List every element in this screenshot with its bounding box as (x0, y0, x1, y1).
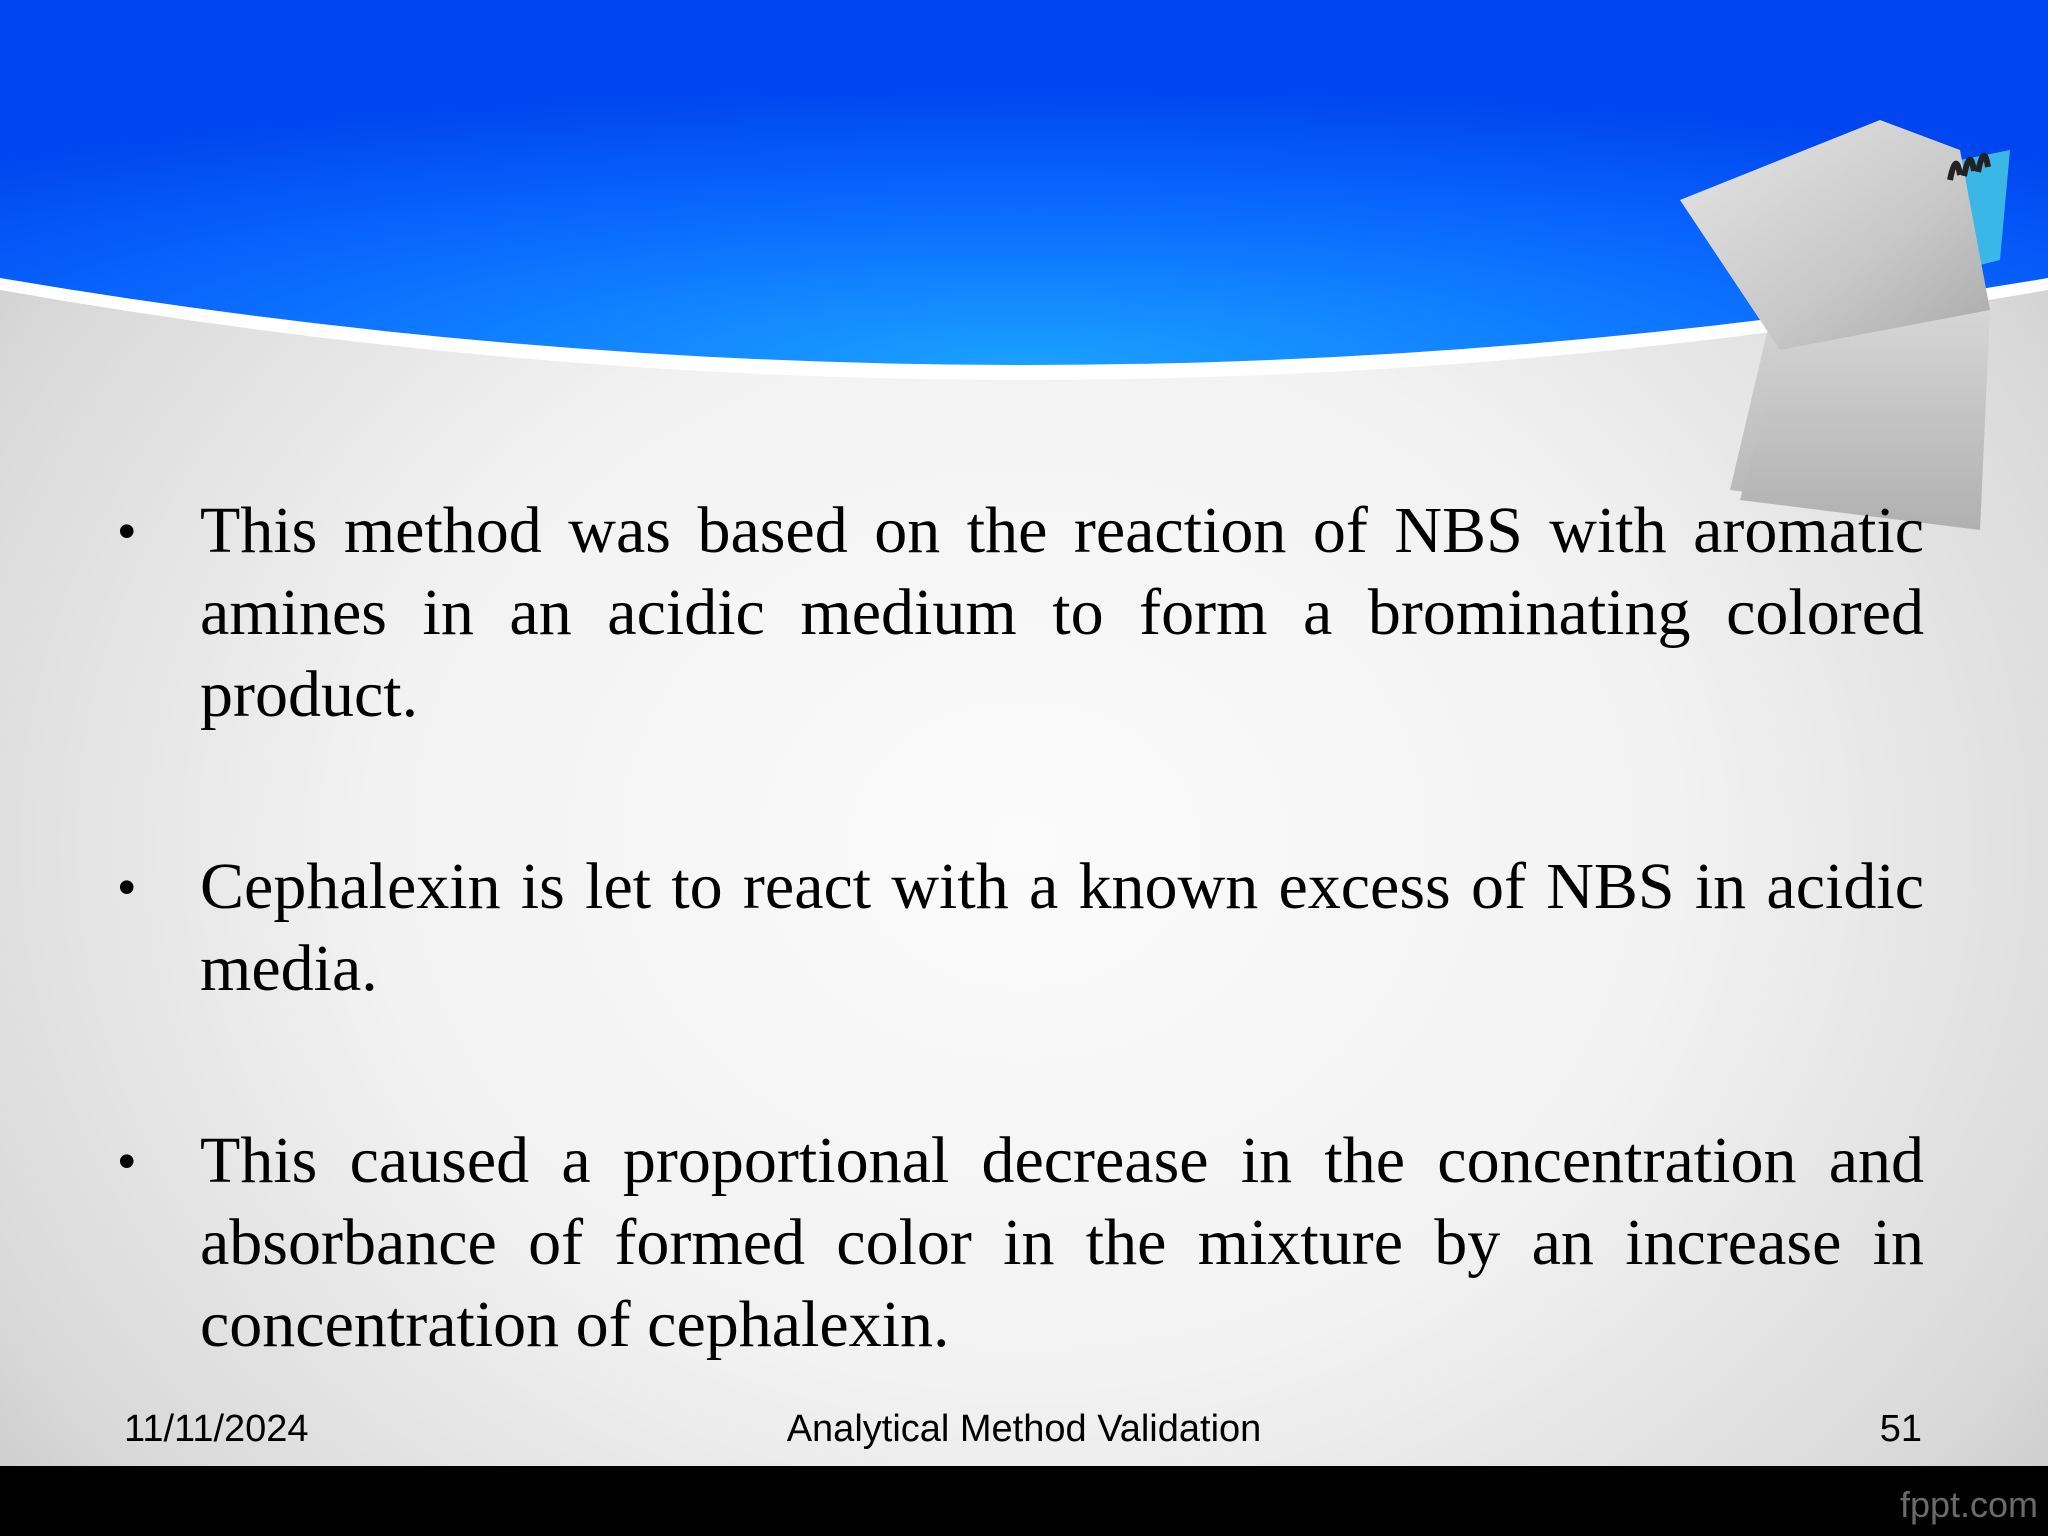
bullet-dot: • (118, 503, 136, 559)
bullet-dot: • (118, 1133, 136, 1189)
page-number: 51 (1879, 1408, 1922, 1450)
slide-footer (0, 1408, 2048, 1468)
notepad-icon (1660, 110, 2048, 550)
footer-title: Analytical Method Validation (786, 1408, 1262, 1450)
bullet-item-2 (118, 846, 1924, 1010)
footer-date: 11/11/2024 (124, 1408, 309, 1450)
bullet-text: Cephalexin is let to react with a known excess of NBS in acidic media. (200, 850, 1924, 1005)
bottom-bar (0, 1466, 2048, 1536)
bullet-text: This method was based on the reaction of NBS with aromatic amines in an acidic medium to form a brominating colored product. (200, 494, 1924, 731)
bullet-item-1 (118, 490, 1924, 736)
bullet-list (118, 490, 1924, 1366)
watermark: fppt.com (1899, 1484, 2038, 1525)
bullet-dot: • (118, 859, 136, 915)
bullet-item-3 (118, 1120, 1924, 1366)
bullet-text: This caused a proportional decrease in the concentration and absorbance of formed color in the mixture by an increase in concentration of cephalexin. (200, 1124, 1924, 1361)
